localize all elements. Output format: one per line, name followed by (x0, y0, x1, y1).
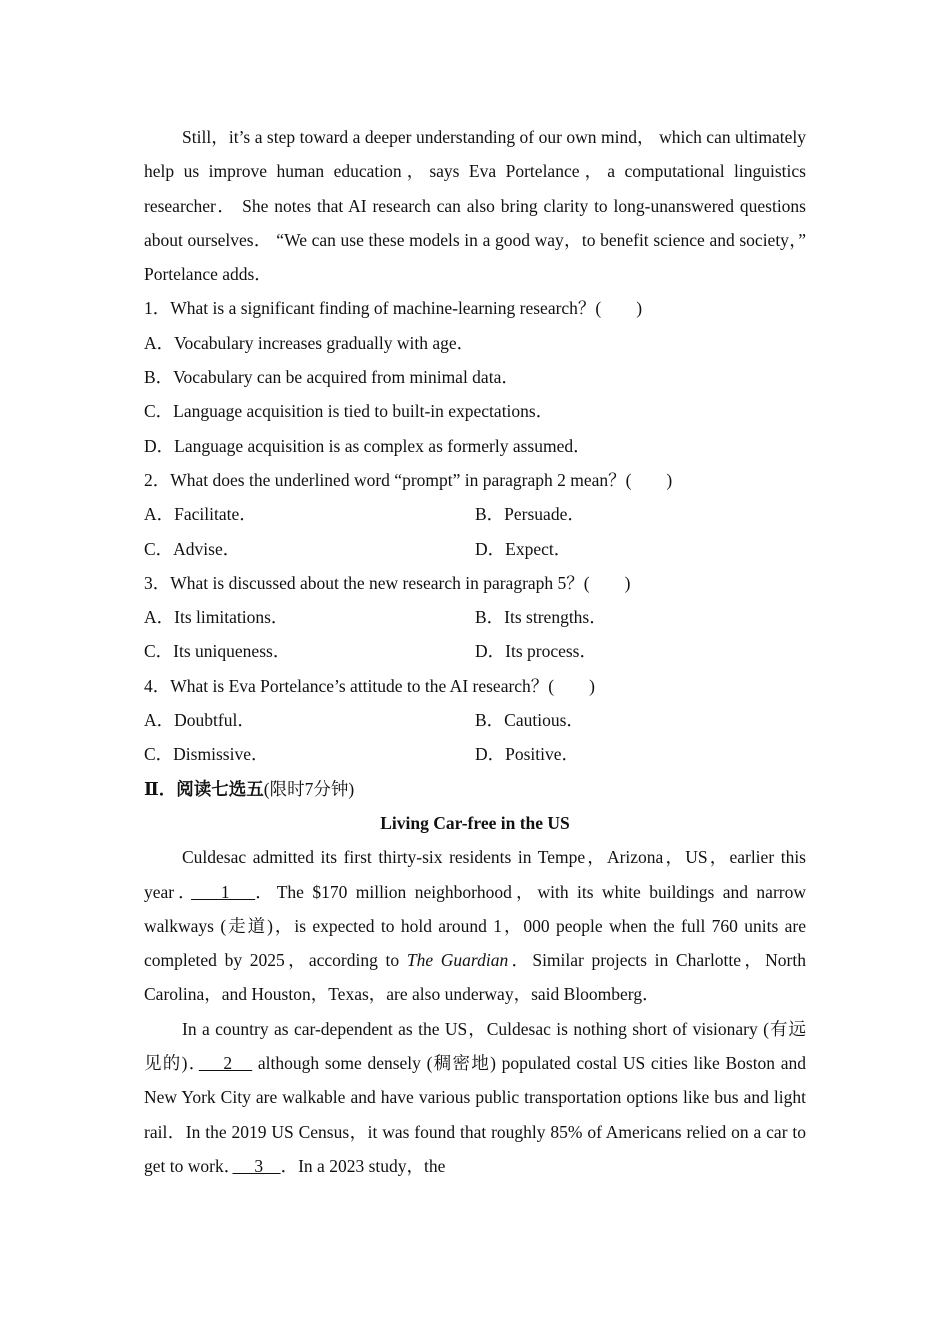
question-4 (144, 669, 806, 772)
option-b: B．Its strengths． (475, 607, 607, 628)
passage-paragraph-1: Culdesac admitted its first thirty-six residents in Tempe，Arizona，US，earlier this year． 1 ．The $170 million neighborhood，with its white buildings and narrow walkways (走道)，is expected to hold around 1，000 people when the full 760 units are completed by 2025，according to The Guardian．Similar projects in Charlotte，North Carolina，and Houston，Texas，are also underway，said Bloomberg． (144, 847, 806, 1005)
document-page (144, 120, 806, 1183)
question-1 (144, 291, 806, 462)
option-d: D．Positive． (475, 744, 580, 765)
option-c: C．Dismissive． (144, 744, 269, 765)
blank-1: 1 (190, 881, 256, 902)
option-a: A．Vocabulary increases gradually with age． (144, 332, 475, 353)
option-a: A．Its limitations． (144, 607, 289, 628)
option-row (144, 737, 806, 771)
blank-2: 2 (198, 1053, 253, 1074)
option-c: C．Its uniqueness． (144, 641, 291, 662)
option-a: A．Doubtful． (144, 710, 255, 731)
question-stem: 1．What is a significant finding of machine-learning research？( ) (144, 298, 643, 319)
option-b: B．Cautious． (475, 710, 584, 731)
option-b: B．Persuade． (475, 504, 585, 525)
option-row (144, 497, 806, 531)
passage-title: Living Car-free in the US (380, 812, 570, 833)
blank-3: 3 (232, 1155, 281, 1176)
question-2 (144, 463, 806, 566)
option-b: B．Vocabulary can be acquired from minimal data． (144, 367, 519, 388)
question-stem: 4．What is Eva Portelance’s attitude to the AI research？( ) (144, 675, 595, 696)
option-c: C．Advise． (144, 538, 241, 559)
option-row (144, 703, 806, 737)
source-name: The Guardian (406, 950, 509, 971)
underlined-word: prompt (402, 469, 453, 490)
option-row (144, 532, 806, 566)
intro-paragraph: Still，it’s a step toward a deeper understanding of our own mind， which can ultimately help us improve human education，says Eva Portelance，a computational linguistics researcher． She notes that AI research can also bring clarity to long-unanswered questions about ourselves． “We can use these models in a good way，to benefit science and society，” Portelance adds． (144, 127, 806, 285)
option-d: D．Language acquisition is as complex as formerly assumed． (144, 435, 591, 456)
option-c: C．Language acquisition is tied to built-in expectations． (144, 401, 554, 422)
option-d: D．Expect． (475, 538, 572, 559)
question-3 (144, 566, 806, 669)
option-row (144, 634, 806, 668)
question-stem: 2．What does the underlined word “prompt” in paragraph 2 mean？( ) (144, 469, 673, 490)
section-heading: Ⅱ．阅读七选五(限时7分钟) (144, 778, 355, 799)
option-row (144, 600, 806, 634)
option-a: A．Facilitate． (144, 504, 257, 525)
option-d: D．Its process． (475, 641, 597, 662)
question-stem: 3．What is discussed about the new research in paragraph 5？( ) (144, 572, 631, 593)
passage-paragraph-2: In a country as car-dependent as the US，Culdesac is nothing short of visionary (有远见的)． 2 although some densely (稠密地) populated costal US cities like Boston and New York City are walkable and have various public transportation options like bus and light rail．In the 2019 US Census，it was found that roughly 85% of Americans relied on a car to get to work． 3 ．In a 2023 study，the (144, 1018, 807, 1176)
